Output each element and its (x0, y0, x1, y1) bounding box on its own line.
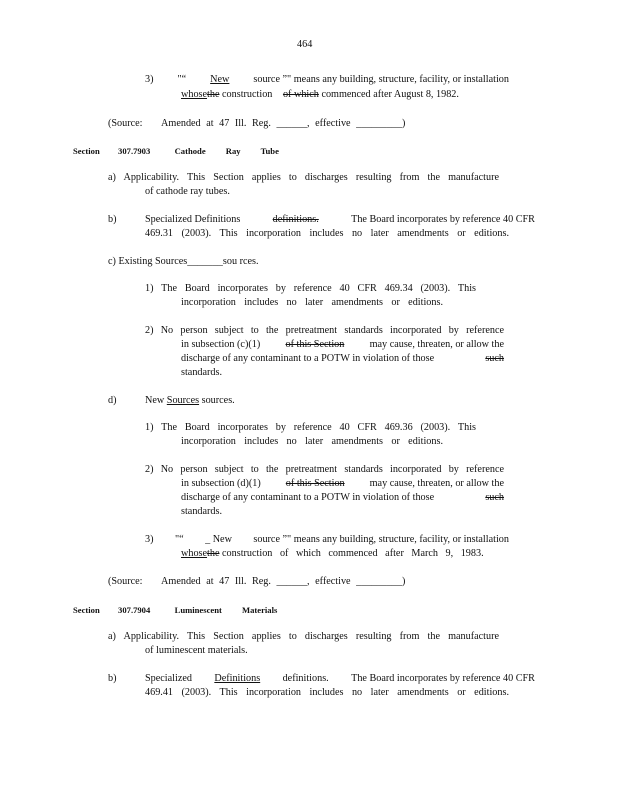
existing-sources: c) Existing Sources (108, 256, 188, 267)
subsection-a-line-1: a) Applicability. This Section applies to discharges resulting from the manufacture (108, 172, 499, 183)
section-heading-7903 (73, 144, 279, 158)
sources-word: sou rces. (222, 256, 259, 267)
sources-inserted: Sources (166, 395, 200, 406)
c1-line-2: incorporation includes no later amendments or editions. (181, 297, 443, 308)
subsection-b-text: The Board incorporates by reference 40 CFR (351, 214, 535, 225)
subsection-d-letter: d) (108, 395, 117, 406)
blank-line: _______ (187, 256, 223, 267)
source-blank-2: _________ (356, 118, 402, 129)
item-number: 3) (145, 74, 154, 85)
source-comma: , (307, 118, 310, 129)
d2-subsection: in subsection (d)(1) (181, 478, 261, 489)
sec7904-b-line-2: 469.41 (2003). This incorporation includes no later amendments or editions. (145, 687, 509, 698)
commenced-text: commenced after August 8, 1982. (321, 89, 459, 100)
subsection-b-letter: b) (108, 214, 117, 225)
source-amended: Amended at 47 Ill. Reg. (161, 118, 271, 129)
section-title: Luminescent Materials (174, 605, 278, 615)
section-label: Section (73, 605, 100, 615)
d3-number: 3) (145, 534, 154, 545)
source-prefix: (Source: (108, 576, 143, 587)
d3-text: source ”" means any building, structure, facility, or installation (253, 534, 509, 545)
d2-text: may cause, threaten, or allow the (369, 478, 504, 489)
struck-of-which: of which (282, 89, 319, 100)
d1-line-1: 1) The Board incorporates by reference 40 CFR 469.36 (2003). This (145, 422, 476, 433)
term-new: New (210, 74, 230, 85)
sec7904-a-line-1: a) Applicability. This Section applies to discharges resulting from the manufacture (108, 631, 499, 642)
d3-inserted-whose: whose (181, 548, 208, 559)
specialized-word: Specialized (145, 673, 192, 684)
subsection-a-line-2: of cathode ray tubes. (145, 186, 230, 197)
d3-line-2 (181, 547, 484, 561)
c2-struck-such: such (485, 353, 504, 364)
source-effective: effective (315, 576, 351, 587)
d2-line-2 (181, 477, 504, 491)
definition-new-source-line-1 (145, 73, 509, 87)
subsection-d-heading (145, 394, 235, 408)
subsection-b-line-1 (145, 213, 535, 227)
c1-line-1: 1) The Board incorporates by reference 40 CFR 469.34 (2003). This (145, 283, 476, 294)
source-comma: , (307, 576, 310, 587)
c2-line-2 (181, 338, 504, 352)
d2-line-4: standards. (181, 506, 223, 517)
sec7904-a-line-2: of luminescent materials. (145, 645, 248, 656)
d1-line-2: incorporation includes no later amendments or editions. (181, 436, 443, 447)
source-blank-1: ______ (276, 576, 308, 587)
sec7904-b-text: The Board incorporates by reference 40 CFR (351, 673, 535, 684)
definition-new-source-line-2 (181, 88, 459, 102)
sec7904-b-line-1 (145, 672, 535, 686)
section-number: 307.7903 (118, 146, 151, 156)
source-prefix: (Source: (108, 118, 143, 129)
quote-marks: "“ (177, 74, 187, 85)
c2-struck: of this Section (285, 339, 345, 350)
c2-subsection: in subsection (c)(1) (181, 339, 261, 350)
source-close: ) (401, 576, 406, 587)
struck-the: the (207, 89, 220, 100)
construction-word: construction (222, 89, 273, 100)
sources-word: sources. (201, 395, 235, 406)
d3-quotes: "“ (174, 534, 184, 545)
section-heading-7904 (73, 603, 277, 617)
section-label: Section (73, 146, 100, 156)
c2-text: may cause, threaten, or allow the (369, 339, 504, 350)
d3-line-1 (145, 533, 509, 547)
source-note-2 (108, 575, 405, 589)
d2-line-1: 2) No person subject to the pretreatment standards incorporated by reference (145, 464, 504, 475)
d2-struck: of this Section (285, 478, 345, 489)
definitions-inserted: Definitions (214, 673, 261, 684)
d3-struck-the: the (207, 548, 220, 559)
new-word: New (145, 395, 165, 406)
inserted-whose: whose (181, 89, 208, 100)
definitions-word: definitions. (282, 673, 329, 684)
page-number: 464 (297, 39, 313, 50)
source-blank-2: _________ (356, 576, 402, 587)
subsection-b-line-2: 469.31 (2003). This incorporation includes no later amendments or editions. (145, 228, 509, 239)
section-number: 307.7904 (118, 605, 151, 615)
c2-discharge: discharge of any contaminant to a POTW in violation of those (181, 353, 435, 364)
subsection-c-heading (108, 255, 259, 269)
source-close: ) (401, 118, 406, 129)
section-title: Cathode Ray Tube (174, 146, 279, 156)
specialized-definitions: Specialized Definitions (145, 214, 241, 225)
c2-line-1: 2) No person subject to the pretreatment standards incorporated by reference (145, 325, 504, 336)
d2-line-3 (181, 491, 504, 505)
definition-text: source ”" means any building, structure, facility, or installation (253, 74, 509, 85)
d3-rest: construction of which commenced after March 9, 1983. (222, 548, 484, 559)
source-blank-1: ______ (276, 118, 308, 129)
sec7904-b-letter: b) (108, 673, 117, 684)
d2-discharge: discharge of any contaminant to a POTW in violation of those (181, 492, 435, 503)
c2-line-4: standards. (181, 367, 223, 378)
struck-definitions: definitions. (272, 214, 319, 225)
d2-struck-such: such (485, 492, 504, 503)
c2-line-3 (181, 352, 504, 366)
source-note (108, 117, 405, 131)
source-effective: effective (315, 118, 351, 129)
d3-new: _ New (205, 534, 232, 545)
source-amended: Amended at 47 Ill. Reg. (161, 576, 271, 587)
